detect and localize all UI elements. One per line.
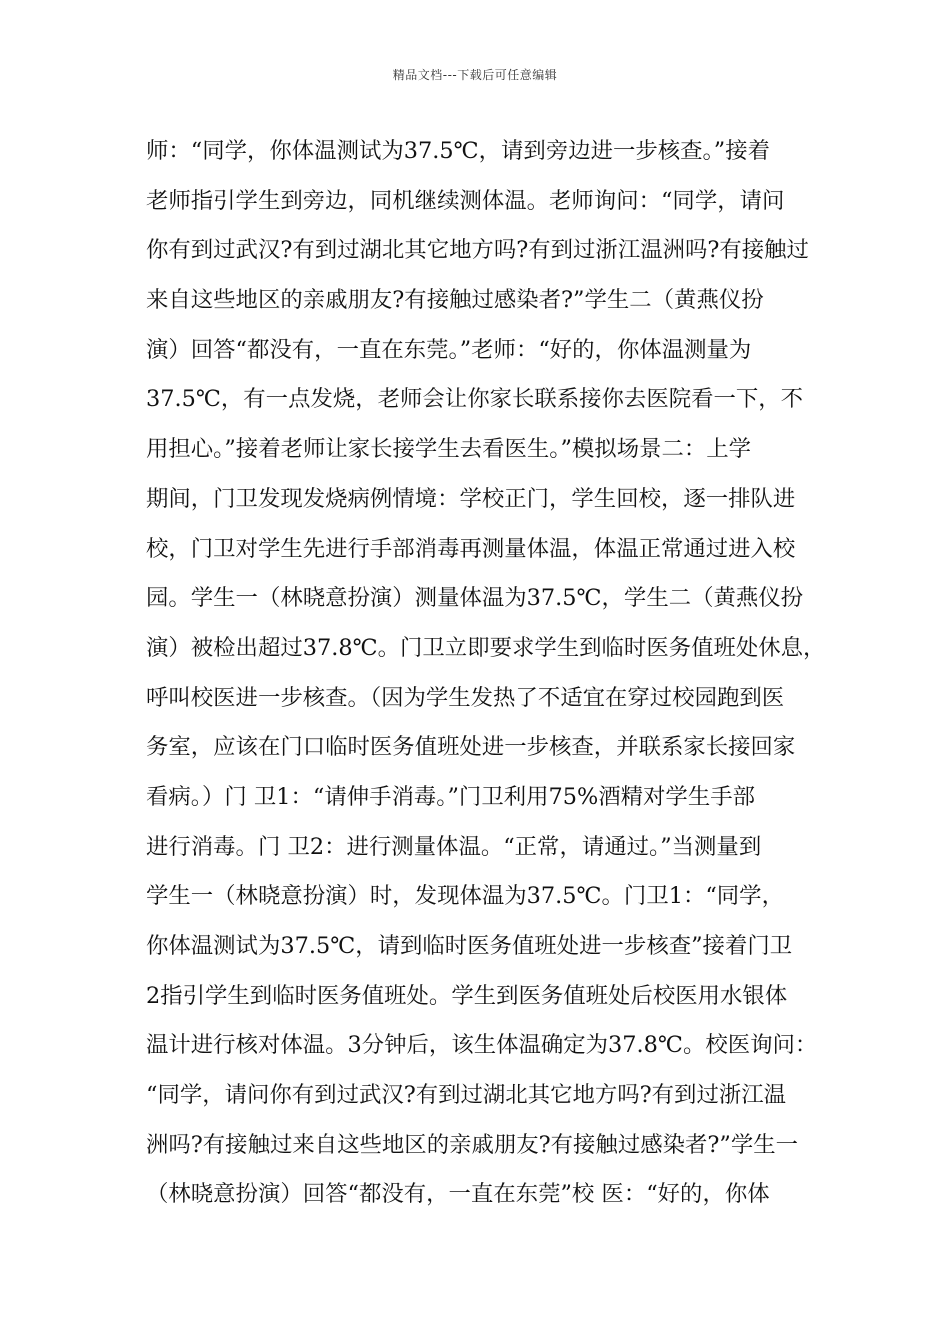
text-line: 用担心。”接着老师让家长接学生去看医生。”模拟场景二：上学 <box>146 436 752 463</box>
text-line: 你体温测试为37.5℃，请到临时医务值班处进一步核查”接着门卫 <box>146 933 793 959</box>
text-line: 期间，门卫发现发烧病例情境：学校正门，学生回校，逐一排队进 <box>146 485 796 512</box>
text-line: “同学，请问你有到过武汉?有到过湖北其它地方吗?有到过浙江温 <box>146 1082 787 1109</box>
text-line: 园。学生一（林晓意扮演）测量体温为37.5℃，学生二（黄燕仪扮 <box>146 585 804 612</box>
text-line: 洲吗?有接触过来自这些地区的亲戚朋友?有接触过感染者?”学生一 <box>146 1131 799 1158</box>
text-line: 你有到过武汉?有到过湖北其它地方吗?有到过浙江温洲吗?有接触过 <box>146 237 809 264</box>
text-line: 温计进行核对体温。3分钟后，该生体温确定为37.8℃。校医询问： <box>146 1032 818 1059</box>
text-line: 演）回答“都没有，一直在东莞。”老师：“好的，你体温测量为 <box>146 336 752 363</box>
text-line: 看病。）门 卫1：“请伸手消毒。”门卫利用75%酒精对学生手部 <box>146 783 755 810</box>
text-line: 学生一（林晓意扮演）时，发现体温为37.5℃。门卫1：“同学， <box>146 883 784 910</box>
text-line: 老师指引学生到旁边，同机继续测体温。老师询问：“同学，请问 <box>146 187 785 214</box>
text-line: 校，门卫对学生先进行手部消毒再测量体温，体温正常通过进入校 <box>146 535 796 562</box>
document-body <box>146 131 826 1224</box>
text-line: 演）被检出超过37.8℃。门卫立即要求学生到临时医务值班处休息， <box>146 634 826 661</box>
text-line: 进行消毒。门 卫2：进行测量体温。“正常，请通过。”当测量到 <box>146 833 762 860</box>
text-line: 务室，应该在门口临时医务值班处进一步核查，并联系家长接回家 <box>146 734 796 761</box>
text-line: 37.5℃，有一点发烧，老师会让你家长联系接你去医院看一下，不 <box>146 386 804 413</box>
text-line: （林晓意扮演）回答“都没有，一直在东莞”校 医：“好的，你体 <box>146 1181 770 1208</box>
page-header: 精品文档---下载后可任意编辑 <box>392 68 558 82</box>
text-line: 2指引学生到临时医务值班处。学生到医务值班处后校医用水银体 <box>146 982 788 1009</box>
text-line: 呼叫校医进一步核查。（因为学生发热了不适宜在穿过校园跑到医 <box>146 684 785 711</box>
text-line: 来自这些地区的亲戚朋友?有接触过感染者?”学生二（黄燕仪扮 <box>146 287 764 314</box>
text-line: 师：“同学，你体温测试为37.5℃，请到旁边进一步核查。”接着 <box>146 138 770 164</box>
